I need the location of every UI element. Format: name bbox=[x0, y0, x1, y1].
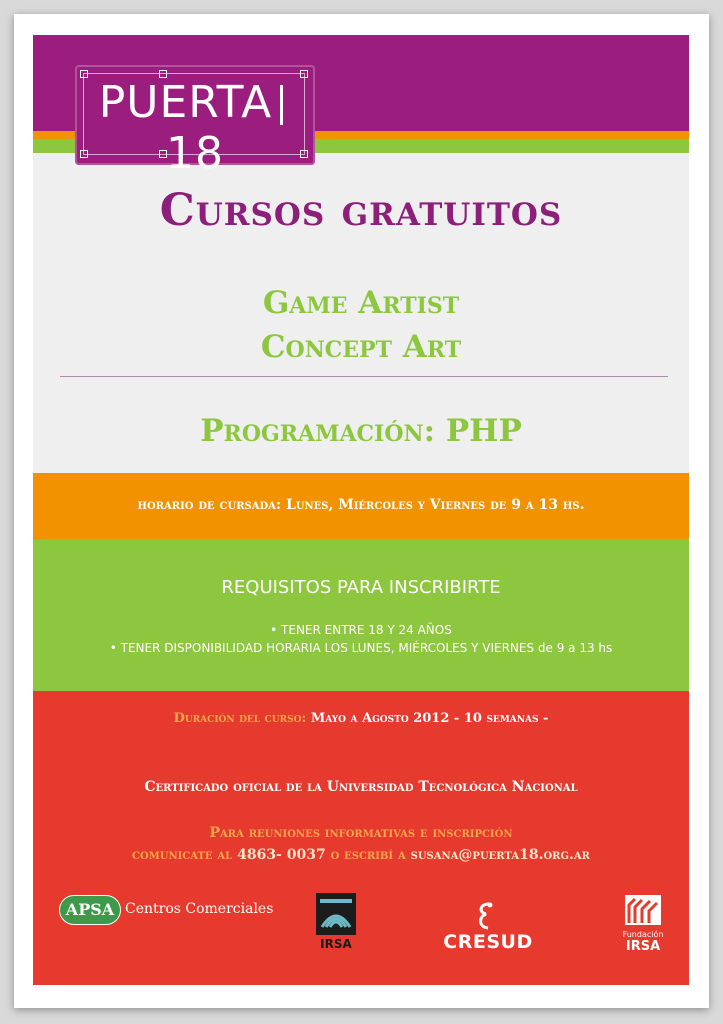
apsa-text: Centros Comerciales bbox=[125, 901, 274, 917]
logo-name: PUERTA bbox=[98, 77, 273, 128]
certificate-text: Certificado oficial de la Universidad Tecnológica Nacional bbox=[144, 779, 578, 795]
fundacion-name: IRSA bbox=[625, 939, 661, 954]
fundacion-irsa-mark-icon bbox=[625, 895, 661, 925]
puerta18-logo bbox=[75, 65, 315, 179]
course-programming-php: Programación: PHP bbox=[200, 413, 522, 449]
fundacion-label: Fundación bbox=[622, 930, 664, 939]
requirement-item: • TENER DISPONIBILIDAD HORARIA LOS LUNES, MIÉRCOLES Y VIERNES de 9 a 13 hs bbox=[109, 641, 613, 655]
requirement-item: • TENER ENTRE 18 Y 24 AÑOS bbox=[270, 623, 452, 637]
main-title: Cursos gratuitos bbox=[159, 185, 563, 236]
cresud-mark-icon bbox=[473, 901, 499, 931]
duration-value: Mayo a Agosto 2012 - 10 semanas - bbox=[310, 711, 549, 726]
contact-middle: o escribí a bbox=[330, 847, 406, 863]
schedule-text: horario de cursada: Lunes, Miércoles y Viernes de 9 a 13 hs. bbox=[137, 497, 585, 513]
irsa-logo bbox=[316, 893, 356, 953]
cresud-text: CRESUD bbox=[443, 931, 533, 953]
apsa-badge: APSA bbox=[59, 895, 121, 925]
irsa-mark-icon bbox=[316, 893, 356, 935]
irsa-text: IRSA bbox=[320, 937, 352, 951]
requirements-title: REQUISITOS PARA INSCRIBIRTE bbox=[221, 577, 501, 598]
fundacion-irsa-logo bbox=[619, 895, 667, 957]
poster bbox=[33, 35, 689, 985]
contact-line-2 bbox=[33, 847, 689, 863]
logo-text bbox=[75, 77, 315, 179]
duration-line bbox=[33, 711, 689, 726]
contact-phone[interactable]: 4863- 0037 bbox=[237, 847, 326, 863]
logo-separator bbox=[280, 85, 283, 125]
course-game-artist: Game Artist bbox=[262, 285, 460, 321]
divider-line bbox=[60, 376, 668, 377]
duration-label: Duración del curso: bbox=[173, 711, 307, 726]
contact-email[interactable]: susana@puerta18.org.ar bbox=[410, 847, 590, 863]
contact-prefix: comunicate al bbox=[132, 847, 233, 863]
logo-number: 18 bbox=[166, 128, 224, 179]
course-concept-art: Concept Art bbox=[260, 329, 462, 365]
contact-line-1: Para reuniones informativas e inscripción bbox=[209, 825, 513, 841]
cresud-logo bbox=[433, 901, 543, 953]
requirements-band bbox=[33, 539, 689, 691]
